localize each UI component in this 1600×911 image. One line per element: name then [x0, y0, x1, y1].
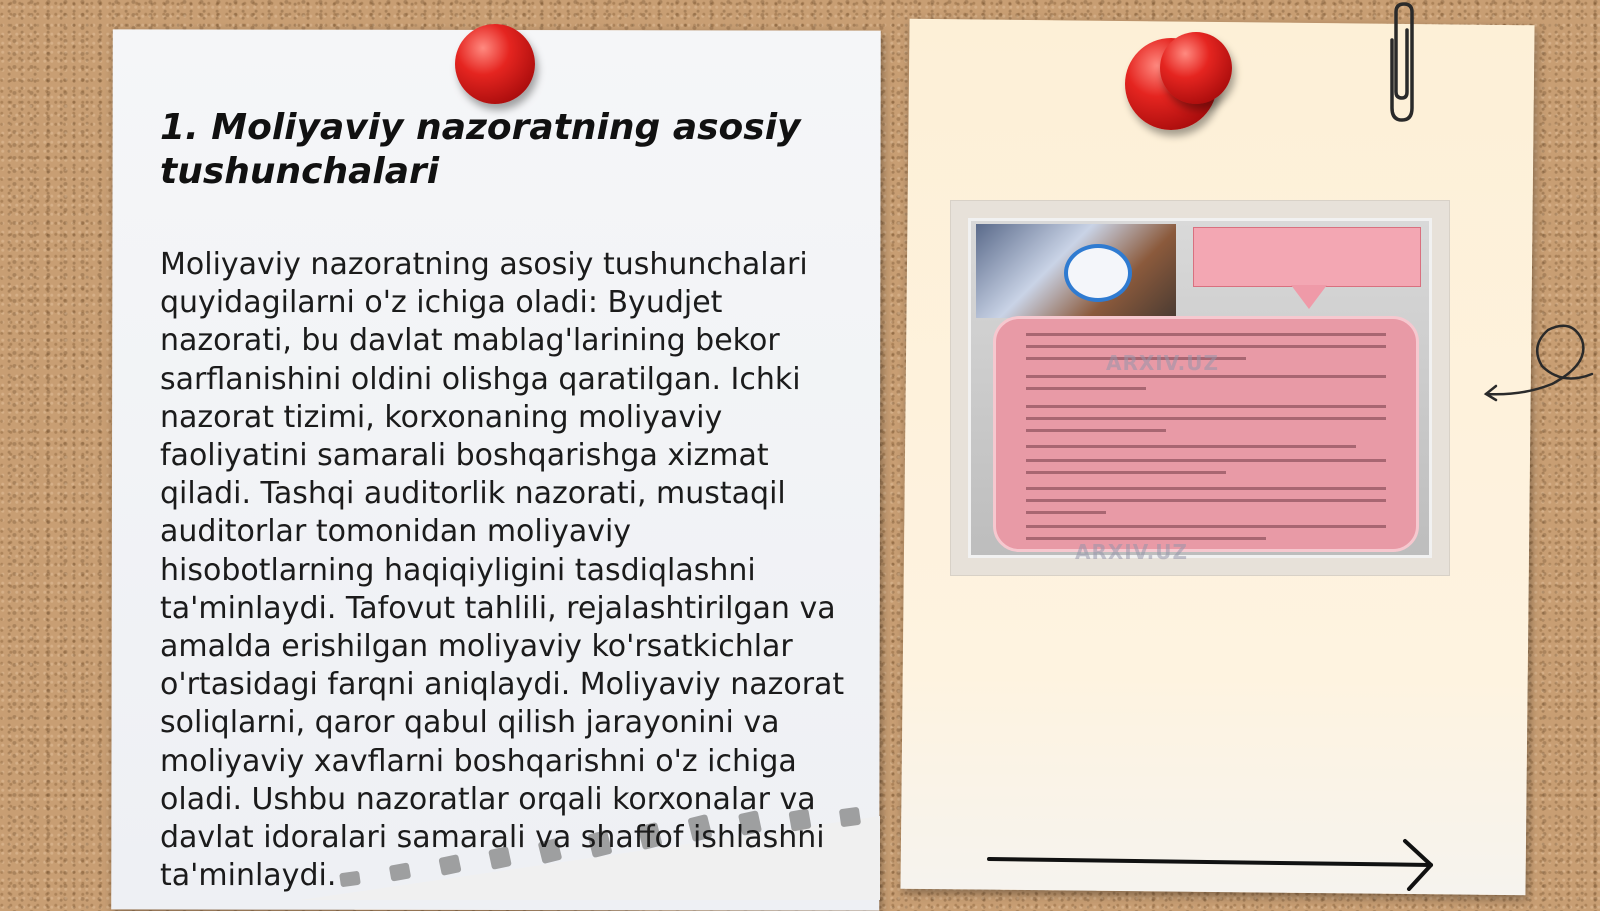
section-title: 1. Moliyaviy nazoratning asosiy tushunchalari: [160, 107, 801, 192]
watermark: ARXIV.UZ: [1075, 540, 1188, 564]
paperclip-icon: [1378, 0, 1422, 125]
slide-thumbnail: [968, 218, 1432, 558]
watermark: ARXIV.UZ: [1106, 351, 1219, 375]
slide-callout: [1193, 227, 1421, 287]
chevron-down-icon: [1291, 285, 1327, 309]
photo-disc: [1064, 244, 1132, 302]
push-pin-icon: [455, 24, 535, 104]
doodle-arrow-icon: [1482, 316, 1600, 406]
arrow-right-icon: [985, 835, 1445, 891]
body-paragraph: Moliyaviy nazoratning asosiy tushunchalari quyidagilarni o'z ichiga oladi: Byudjet nazorati, bu davlat mablag'larining bekor sarflanishini oldini olishga qaratilgan. Ichki nazorat tizimi, korxonaning moliyaviy faoliyatini samarali boshqarishga xizmat qiladi. Tashqi auditorlik nazorati, mustaqil auditorlar tomonidan moliyaviy hisobotlarning haqiqiyligini tasdiqlashni ta'minlaydi. Tafovut tahlili, rejalashtirilgan va amalda erishilgan moliyaviy ko'rsatkichlar o'rtasidagi farqni aniqlaydi. Moliyaviy nazorat soliqlarni, qaror qabul qilish jarayonini va moliyaviy xavflarni boshqarishni o'z ichiga oladi. Ushbu nazoratlar orqali korxonalar va davlat idoralari samarali va shaffof ishlashni ta'minlaydi.: [160, 247, 845, 894]
slide-photo: [976, 224, 1176, 318]
slide-image: [950, 200, 1450, 576]
push-pin-icon: [1160, 32, 1232, 104]
